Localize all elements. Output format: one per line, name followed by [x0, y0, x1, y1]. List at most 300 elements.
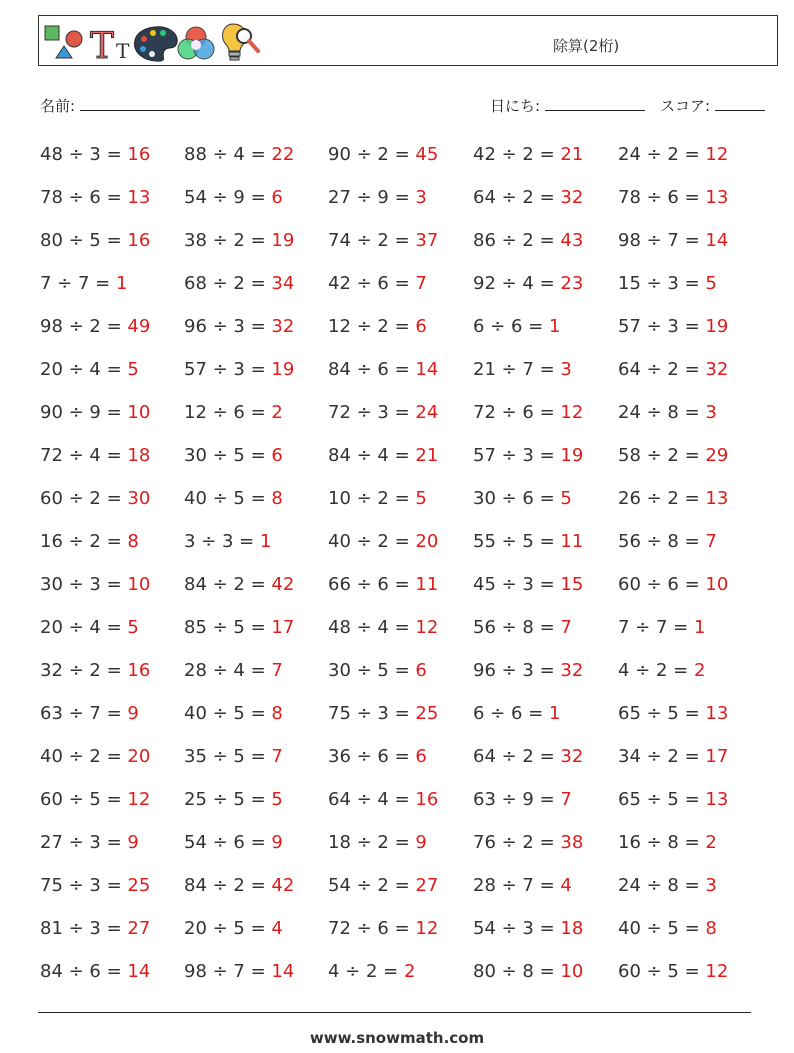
- problem-question: 26 ÷ 2 =: [618, 488, 706, 509]
- problem-answer: 6: [415, 746, 427, 767]
- problem-question: 57 ÷ 3 =: [618, 316, 706, 337]
- problem-answer: 25: [127, 875, 151, 896]
- problem-answer: 6: [271, 187, 283, 208]
- division-problem: [40, 179, 184, 222]
- division-problem: [618, 308, 763, 351]
- problem-question: 25 ÷ 5 =: [184, 789, 272, 810]
- problem-answer: 7: [271, 746, 283, 767]
- problem-answer: 21: [560, 144, 584, 165]
- problem-question: 48 ÷ 3 =: [40, 144, 128, 165]
- division-problem: [618, 609, 763, 652]
- color-circles-icon: [178, 27, 214, 59]
- problem-answer: 27: [127, 918, 151, 939]
- problem-question: 84 ÷ 2 =: [184, 574, 272, 595]
- problem-question: 42 ÷ 2 =: [473, 144, 561, 165]
- problem-question: 24 ÷ 8 =: [618, 875, 706, 896]
- division-problem: [473, 265, 618, 308]
- problem-question: 28 ÷ 4 =: [184, 660, 272, 681]
- division-problem: [328, 738, 473, 781]
- division-problem: [184, 609, 328, 652]
- problem-answer: 2: [693, 660, 706, 681]
- problem-answer: 5: [705, 273, 717, 294]
- division-problem: [328, 523, 473, 566]
- problem-question: 18 ÷ 2 =: [328, 832, 416, 853]
- division-problem: [184, 738, 328, 781]
- problem-question: 40 ÷ 5 =: [184, 703, 272, 724]
- problem-answer: 17: [271, 617, 295, 638]
- problem-answer: 2: [271, 402, 283, 423]
- division-problem: [40, 523, 184, 566]
- problem-question: 35 ÷ 5 =: [184, 746, 272, 767]
- problem-question: 48 ÷ 4 =: [328, 617, 416, 638]
- problem-question: 7 ÷ 7 =: [40, 273, 116, 294]
- division-problem: [184, 824, 328, 867]
- division-problem: [40, 738, 184, 781]
- problem-question: 30 ÷ 6 =: [473, 488, 561, 509]
- problem-answer: 42: [271, 875, 295, 896]
- problem-answer: 32: [560, 187, 584, 208]
- problem-question: 84 ÷ 2 =: [184, 875, 272, 896]
- division-problem: [40, 609, 184, 652]
- problem-answer: 9: [127, 832, 139, 853]
- division-problem: [618, 824, 763, 867]
- problem-question: 78 ÷ 6 =: [40, 187, 128, 208]
- problem-answer: 25: [415, 703, 439, 724]
- problem-question: 27 ÷ 9 =: [328, 187, 416, 208]
- problem-answer: 14: [271, 961, 295, 982]
- problem-answer: 19: [560, 445, 584, 466]
- problem-answer: 5: [127, 617, 139, 638]
- problem-answer: 12: [705, 144, 729, 165]
- problem-answer: 16: [415, 789, 439, 810]
- problem-answer: 1: [548, 703, 561, 724]
- division-problem: [473, 480, 618, 523]
- problem-answer: 19: [705, 316, 729, 337]
- division-problem: [618, 781, 763, 824]
- division-problem: [618, 953, 763, 996]
- division-problem: [40, 824, 184, 867]
- shapes-icon: [45, 26, 82, 58]
- problem-question: 78 ÷ 6 =: [618, 187, 706, 208]
- division-problem: [473, 652, 618, 695]
- problem-question: 80 ÷ 8 =: [473, 961, 561, 982]
- problem-answer: 4: [560, 875, 572, 896]
- problem-answer: 13: [705, 187, 729, 208]
- problem-answer: 43: [560, 230, 584, 251]
- division-problem: [184, 867, 328, 910]
- problem-answer: 38: [560, 832, 584, 853]
- division-problem: [473, 609, 618, 652]
- division-problem: [618, 136, 763, 179]
- problem-question: 68 ÷ 2 =: [184, 273, 272, 294]
- problem-answer: 6: [271, 445, 283, 466]
- division-problem: [473, 222, 618, 265]
- division-problem: [473, 738, 618, 781]
- problem-answer: 32: [560, 746, 584, 767]
- problem-question: 65 ÷ 5 =: [618, 789, 706, 810]
- division-problem: [40, 867, 184, 910]
- division-problem: [184, 566, 328, 609]
- problem-question: 55 ÷ 5 =: [473, 531, 561, 552]
- problem-question: 65 ÷ 5 =: [618, 703, 706, 724]
- problem-question: 72 ÷ 4 =: [40, 445, 128, 466]
- svg-text:T: T: [90, 26, 115, 64]
- division-problem: [40, 910, 184, 953]
- problem-answer: 5: [560, 488, 572, 509]
- division-problem: [618, 566, 763, 609]
- problem-answer: 8: [271, 703, 283, 724]
- division-problem: [184, 308, 328, 351]
- problem-question: 20 ÷ 4 =: [40, 617, 128, 638]
- division-problem: [473, 781, 618, 824]
- division-problem: [473, 437, 618, 480]
- division-problem: [618, 179, 763, 222]
- problem-answer: 9: [415, 832, 427, 853]
- division-problem: [184, 351, 328, 394]
- problem-question: 56 ÷ 8 =: [618, 531, 706, 552]
- problem-answer: 49: [127, 316, 151, 337]
- problem-question: 24 ÷ 2 =: [618, 144, 706, 165]
- division-problem: [184, 480, 328, 523]
- problem-answer: 13: [705, 789, 729, 810]
- division-problem: [40, 265, 184, 308]
- division-problem: [40, 222, 184, 265]
- division-problem: [184, 265, 328, 308]
- problem-answer: 15: [560, 574, 584, 595]
- division-problem: [328, 652, 473, 695]
- division-problem: [473, 910, 618, 953]
- problem-question: 6 ÷ 6 =: [473, 703, 549, 724]
- division-problem: [328, 222, 473, 265]
- problem-answer: 2: [403, 961, 416, 982]
- division-problem: [328, 437, 473, 480]
- problem-question: 28 ÷ 7 =: [473, 875, 561, 896]
- problem-answer: 7: [560, 617, 572, 638]
- problem-question: 66 ÷ 6 =: [328, 574, 416, 595]
- problem-answer: 12: [127, 789, 151, 810]
- division-problem: [473, 695, 618, 738]
- division-problem: [328, 308, 473, 351]
- division-problem: [328, 609, 473, 652]
- problem-answer: 16: [127, 230, 151, 251]
- division-problem: [184, 953, 328, 996]
- problem-question: 96 ÷ 3 =: [184, 316, 272, 337]
- date-blank: [545, 96, 645, 111]
- problem-answer: 3: [560, 359, 572, 380]
- division-problem: [40, 351, 184, 394]
- problem-answer: 13: [127, 187, 151, 208]
- division-problem: [618, 652, 763, 695]
- problem-answer: 12: [705, 961, 729, 982]
- problem-answer: 7: [560, 789, 572, 810]
- problem-question: 15 ÷ 3 =: [618, 273, 706, 294]
- problem-answer: 7: [271, 660, 283, 681]
- problem-answer: 45: [415, 144, 439, 165]
- footer-site: www.snowmath.com: [309, 1029, 485, 1047]
- problem-question: 38 ÷ 2 =: [184, 230, 272, 251]
- division-problem: [40, 308, 184, 351]
- problem-answer: 7: [705, 531, 717, 552]
- problem-grid: [40, 136, 770, 996]
- division-problem: [618, 394, 763, 437]
- problem-question: 20 ÷ 4 =: [40, 359, 128, 380]
- problem-question: 30 ÷ 5 =: [184, 445, 272, 466]
- problem-question: 10 ÷ 2 =: [328, 488, 416, 509]
- problem-answer: 23: [560, 273, 584, 294]
- problem-question: 72 ÷ 6 =: [328, 918, 416, 939]
- division-problem: [328, 179, 473, 222]
- problem-question: 30 ÷ 5 =: [328, 660, 416, 681]
- problem-question: 57 ÷ 3 =: [473, 445, 561, 466]
- problem-answer: 22: [271, 144, 295, 165]
- problem-question: 74 ÷ 2 =: [328, 230, 416, 251]
- problem-question: 64 ÷ 4 =: [328, 789, 416, 810]
- division-problem: [328, 265, 473, 308]
- problem-question: 96 ÷ 3 =: [473, 660, 561, 681]
- worksheet-header: [38, 15, 778, 66]
- problem-question: 64 ÷ 2 =: [473, 187, 561, 208]
- logo: [43, 20, 269, 64]
- problem-answer: 32: [705, 359, 729, 380]
- problem-answer: 10: [127, 574, 151, 595]
- division-problem: [184, 781, 328, 824]
- date-field: [490, 95, 645, 116]
- division-problem: [40, 437, 184, 480]
- division-problem: [618, 738, 763, 781]
- division-problem: [328, 351, 473, 394]
- division-problem: [328, 136, 473, 179]
- footer-divider: [38, 1012, 751, 1013]
- score-field: [660, 95, 765, 116]
- division-problem: [40, 953, 184, 996]
- problem-answer: 16: [127, 660, 151, 681]
- division-problem: [473, 824, 618, 867]
- problem-question: 54 ÷ 6 =: [184, 832, 272, 853]
- problem-question: 90 ÷ 9 =: [40, 402, 128, 423]
- problem-answer: 30: [127, 488, 151, 509]
- problem-question: 76 ÷ 2 =: [473, 832, 561, 853]
- division-problem: [40, 652, 184, 695]
- problem-question: 45 ÷ 3 =: [473, 574, 561, 595]
- problem-question: 54 ÷ 9 =: [184, 187, 272, 208]
- problem-question: 81 ÷ 3 =: [40, 918, 128, 939]
- division-problem: [328, 394, 473, 437]
- division-problem: [184, 394, 328, 437]
- problem-answer: 4: [271, 918, 283, 939]
- problem-answer: 24: [415, 402, 439, 423]
- division-problem: [184, 437, 328, 480]
- problem-answer: 11: [560, 531, 584, 552]
- problem-answer: 8: [127, 531, 139, 552]
- problem-answer: 5: [271, 789, 283, 810]
- division-problem: [184, 222, 328, 265]
- problem-question: 54 ÷ 3 =: [473, 918, 561, 939]
- problem-question: 36 ÷ 6 =: [328, 746, 416, 767]
- problem-question: 6 ÷ 6 =: [473, 316, 549, 337]
- problem-question: 58 ÷ 2 =: [618, 445, 706, 466]
- problem-question: 98 ÷ 7 =: [618, 230, 706, 251]
- problem-answer: 1: [259, 531, 272, 552]
- problem-question: 60 ÷ 5 =: [618, 961, 706, 982]
- problem-question: 57 ÷ 3 =: [184, 359, 272, 380]
- division-problem: [618, 351, 763, 394]
- problem-answer: 3: [415, 187, 427, 208]
- problem-question: 86 ÷ 2 =: [473, 230, 561, 251]
- problem-answer: 8: [271, 488, 283, 509]
- score-blank: [715, 96, 765, 111]
- problem-answer: 2: [705, 832, 717, 853]
- problem-question: 72 ÷ 3 =: [328, 402, 416, 423]
- division-problem: [40, 566, 184, 609]
- division-problem: [473, 523, 618, 566]
- division-problem: [328, 824, 473, 867]
- problem-answer: 9: [271, 832, 283, 853]
- problem-answer: 1: [693, 617, 706, 638]
- problem-answer: 10: [560, 961, 584, 982]
- division-problem: [328, 953, 473, 996]
- name-blank: [80, 96, 200, 111]
- division-problem: [40, 394, 184, 437]
- problem-question: 60 ÷ 5 =: [40, 789, 128, 810]
- problem-question: 40 ÷ 5 =: [618, 918, 706, 939]
- problem-question: 27 ÷ 3 =: [40, 832, 128, 853]
- lightbulb-magnifier-icon: [223, 24, 258, 60]
- problem-answer: 19: [271, 359, 295, 380]
- problem-answer: 16: [127, 144, 151, 165]
- problem-question: 34 ÷ 2 =: [618, 746, 706, 767]
- problem-question: 24 ÷ 8 =: [618, 402, 706, 423]
- problem-question: 98 ÷ 7 =: [184, 961, 272, 982]
- problem-question: 30 ÷ 3 =: [40, 574, 128, 595]
- problem-answer: 12: [560, 402, 584, 423]
- problem-question: 84 ÷ 4 =: [328, 445, 416, 466]
- division-problem: [473, 953, 618, 996]
- problem-answer: 20: [415, 531, 439, 552]
- division-problem: [618, 523, 763, 566]
- division-problem: [618, 867, 763, 910]
- worksheet-title: 除算(2桁): [553, 37, 620, 55]
- palette-icon: [135, 27, 178, 61]
- division-problem: [184, 179, 328, 222]
- problem-answer: 12: [415, 918, 439, 939]
- problem-answer: 17: [705, 746, 729, 767]
- division-problem: [184, 136, 328, 179]
- problem-question: 85 ÷ 5 =: [184, 617, 272, 638]
- problem-question: 40 ÷ 2 =: [40, 746, 128, 767]
- problem-question: 80 ÷ 5 =: [40, 230, 128, 251]
- problem-question: 64 ÷ 2 =: [473, 746, 561, 767]
- problem-question: 60 ÷ 2 =: [40, 488, 128, 509]
- problem-answer: 13: [705, 703, 729, 724]
- problem-answer: 32: [271, 316, 295, 337]
- problem-question: 56 ÷ 8 =: [473, 617, 561, 638]
- name-field: [40, 95, 200, 116]
- division-problem: [473, 566, 618, 609]
- problem-answer: 13: [705, 488, 729, 509]
- division-problem: [618, 222, 763, 265]
- problem-answer: 14: [415, 359, 439, 380]
- division-problem: [328, 781, 473, 824]
- problem-answer: 3: [705, 402, 717, 423]
- division-problem: [328, 566, 473, 609]
- problem-answer: 8: [705, 918, 717, 939]
- division-problem: [184, 652, 328, 695]
- division-problem: [618, 910, 763, 953]
- problem-answer: 1: [115, 273, 128, 294]
- problem-question: 63 ÷ 9 =: [473, 789, 561, 810]
- date-label: 日にち:: [490, 97, 541, 115]
- problem-question: 40 ÷ 2 =: [328, 531, 416, 552]
- division-problem: [618, 480, 763, 523]
- svg-text:T: T: [116, 39, 130, 63]
- problem-question: 32 ÷ 2 =: [40, 660, 128, 681]
- score-label: スコア:: [660, 97, 711, 115]
- problem-answer: 7: [415, 273, 427, 294]
- problem-question: 16 ÷ 8 =: [618, 832, 706, 853]
- division-problem: [40, 480, 184, 523]
- problem-question: 98 ÷ 2 =: [40, 316, 128, 337]
- division-problem: [328, 695, 473, 738]
- division-problem: [473, 308, 618, 351]
- division-problem: [184, 910, 328, 953]
- problem-answer: 20: [127, 746, 151, 767]
- problem-answer: 32: [560, 660, 584, 681]
- problem-answer: 1: [548, 316, 561, 337]
- problem-question: 16 ÷ 2 =: [40, 531, 128, 552]
- problem-answer: 18: [560, 918, 584, 939]
- problem-answer: 6: [415, 660, 427, 681]
- problem-question: 90 ÷ 2 =: [328, 144, 416, 165]
- problem-answer: 19: [271, 230, 295, 251]
- division-problem: [473, 394, 618, 437]
- division-problem: [473, 179, 618, 222]
- problem-question: 75 ÷ 3 =: [328, 703, 416, 724]
- problem-question: 3 ÷ 3 =: [184, 531, 260, 552]
- problem-answer: 10: [127, 402, 151, 423]
- division-problem: [473, 351, 618, 394]
- problem-answer: 3: [705, 875, 717, 896]
- division-problem: [184, 523, 328, 566]
- division-problem: [328, 910, 473, 953]
- problem-question: 40 ÷ 5 =: [184, 488, 272, 509]
- problem-question: 63 ÷ 7 =: [40, 703, 128, 724]
- division-problem: [40, 781, 184, 824]
- problem-answer: 21: [415, 445, 439, 466]
- problem-answer: 34: [271, 273, 295, 294]
- problem-question: 75 ÷ 3 =: [40, 875, 128, 896]
- division-problem: [473, 867, 618, 910]
- text-tt-icon: [90, 26, 130, 64]
- problem-question: 4 ÷ 2 =: [618, 660, 694, 681]
- problem-answer: 12: [415, 617, 439, 638]
- division-problem: [618, 265, 763, 308]
- problem-question: 88 ÷ 4 =: [184, 144, 272, 165]
- division-problem: [618, 695, 763, 738]
- problem-question: 84 ÷ 6 =: [40, 961, 128, 982]
- problem-question: 4 ÷ 2 =: [328, 961, 404, 982]
- problem-answer: 11: [415, 574, 439, 595]
- problem-question: 21 ÷ 7 =: [473, 359, 561, 380]
- problem-question: 54 ÷ 2 =: [328, 875, 416, 896]
- problem-question: 42 ÷ 6 =: [328, 273, 416, 294]
- division-problem: [184, 695, 328, 738]
- problem-answer: 29: [705, 445, 729, 466]
- problem-question: 64 ÷ 2 =: [618, 359, 706, 380]
- problem-answer: 10: [705, 574, 729, 595]
- division-problem: [40, 136, 184, 179]
- problem-question: 92 ÷ 4 =: [473, 273, 561, 294]
- problem-answer: 42: [271, 574, 295, 595]
